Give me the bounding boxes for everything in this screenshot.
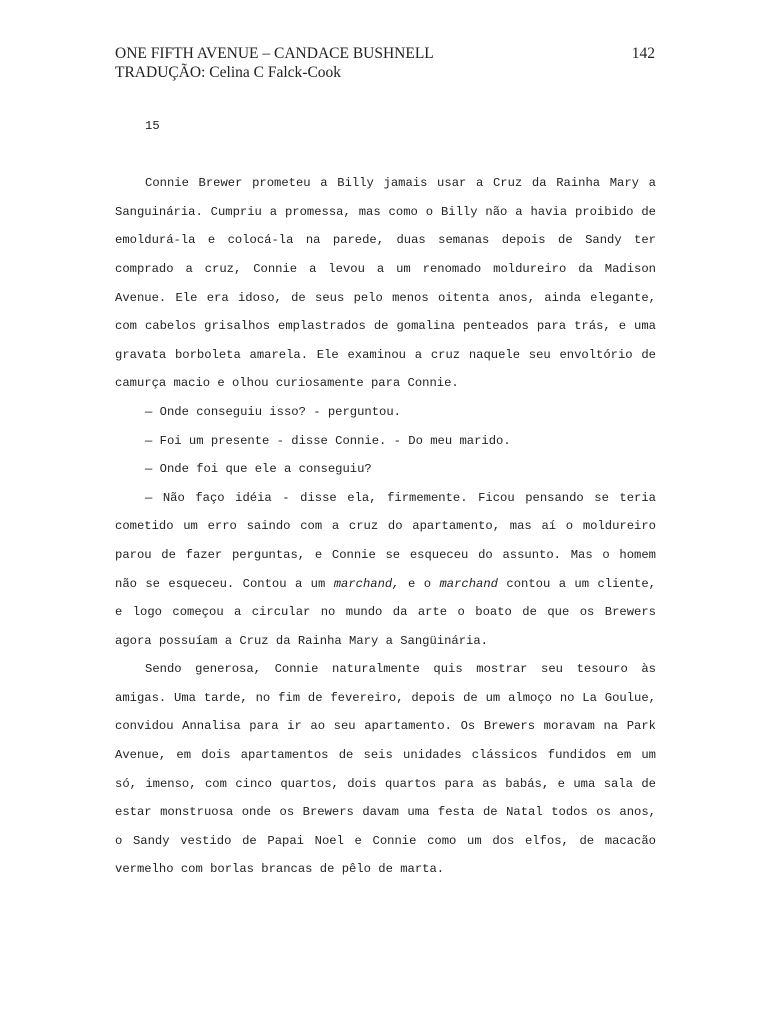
translator-credit: TRADUÇÃO: Celina C Falck-Cook — [115, 64, 342, 81]
page-header — [115, 44, 655, 82]
spacer — [115, 141, 656, 170]
italic-term: marchand, — [333, 576, 400, 591]
paragraph — [115, 484, 656, 656]
paragraph: Connie Brewer prometeu a Billy jamais usar a Cruz da Rainha Mary a Sanguinária. Cumpriu a promessa, mas como o Billy não a havia proibido de emoldurá-la e colocá-la na parede, duas semanas depois de Sandy ter comprado a cruz, Connie a levou a um renomado moldureiro da Madison Avenue. Ele era idoso, de seus pelo menos oitenta anos, ainda elegante, com cabelos grisalhos emplastrados de gomalina penteados para trás, e uma gravata borboleta amarela. Ele examinou a cruz naquele seu envoltório de camurça macio e olhou curiosamente para Connie. — [115, 176, 656, 391]
header-line — [115, 44, 655, 63]
chapter-number: 15 — [145, 119, 160, 133]
document-body — [115, 112, 656, 884]
paragraph: Sendo generosa, Connie naturalmente quis mostrar seu tesouro às amigas. Uma tarde, no fim de fevereiro, depois de um almoço no La Goulue, convidou Annalisa para ir ao seu apartamento. Os Brewers moravam na Park Avenue, em dois apartamentos de seis unidades clássicos fundidos em um só, imenso, com cinco quartos, dois quartos para as babás, e uma sala de estar monstruosa onde os Brewers davam uma festa de Natal todos os anos, o Sandy vestido de Papai Noel e Connie como um dos elfos, de macacão vermelho com borlas brancas de pêlo de marta. — [115, 662, 656, 877]
page-number: 142 — [631, 45, 655, 62]
dialogue-line: — Foi um presente - disse Connie. - Do meu marido. — [145, 433, 511, 448]
text-run: — Não faço idéia - disse ela, firmemente. Ficou pensando se teria cometido um erro saindo com a cruz do apartamento, mas aí o moldureiro parou de fazer perguntas, e Connie se esqueceu do assunto. Mas o homem não se esqueceu. Contou a um — [115, 490, 656, 591]
dialogue-line: — Onde conseguiu isso? - perguntou. — [145, 404, 401, 419]
dialogue-line: — Onde foi que ele a conseguiu? — [145, 462, 372, 477]
text-run: contou a um cliente, e logo começou a circular no mundo da arte o boato de que os Brewers agora possuíam a Cruz da Rainha Mary a Sangüinária. — [115, 576, 656, 648]
italic-term: marchand — [439, 576, 498, 591]
book-title: ONE FIFTH AVENUE – CANDACE BUSHNELL — [115, 45, 434, 62]
text-run: e o — [399, 576, 440, 591]
